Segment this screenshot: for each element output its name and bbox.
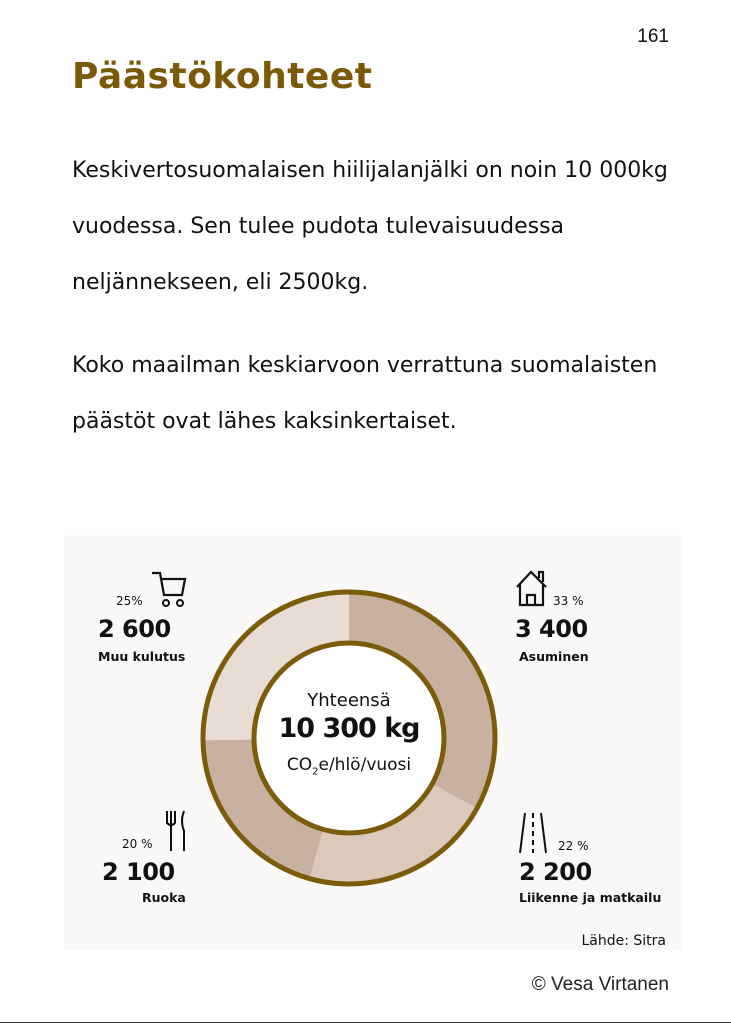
paragraph-1: Keskivertosuomalaisen hiilijalanjälki on noin 10 000kg vuodessa. Sen tulee pudota tulevaisuudessa neljännekseen, eli 2500kg.: [72, 158, 668, 295]
page-number: 161: [637, 26, 669, 47]
paragraph-2: Koko maailman keskiarvoon verrattuna suomalaisten päästöt ovat lähes kaksinkertaiset.: [72, 353, 658, 434]
center-label: Yhteensä: [307, 690, 391, 711]
value-ruoka: 2 100: [102, 858, 175, 886]
value-muu: 2 600: [98, 615, 171, 643]
percent-ruoka: 20 %: [122, 837, 153, 851]
label-asuminen: Asuminen: [519, 649, 589, 664]
label-muu: Muu kulutus: [98, 649, 186, 664]
shopping-cart-icon: [150, 571, 190, 609]
label-liikenne: Liikenne ja matkailu: [519, 890, 662, 905]
label-ruoka: Ruoka: [142, 890, 186, 905]
unit-co: CO: [286, 755, 313, 775]
emissions-infographic: [64, 535, 682, 950]
percent-liikenne: 22 %: [558, 839, 589, 853]
center-value: 10 300 kg: [278, 713, 420, 744]
value-liikenne: 2 200: [519, 858, 592, 886]
page-title: Päästökohteet: [72, 56, 373, 97]
house-icon: [514, 569, 550, 607]
fork-knife-icon: [164, 809, 190, 853]
copyright: © Vesa Virtanen: [531, 974, 669, 995]
percent-muu: 25%: [116, 594, 143, 608]
value-asuminen: 3 400: [515, 615, 588, 643]
source-label: Lähde: Sitra: [581, 933, 666, 949]
unit-sub: 2: [312, 766, 319, 778]
road-icon: [518, 811, 548, 855]
unit-rest: e/hlö/vuosi: [318, 755, 412, 775]
center-unit: [249, 755, 449, 777]
percent-asuminen: 33 %: [553, 594, 584, 608]
